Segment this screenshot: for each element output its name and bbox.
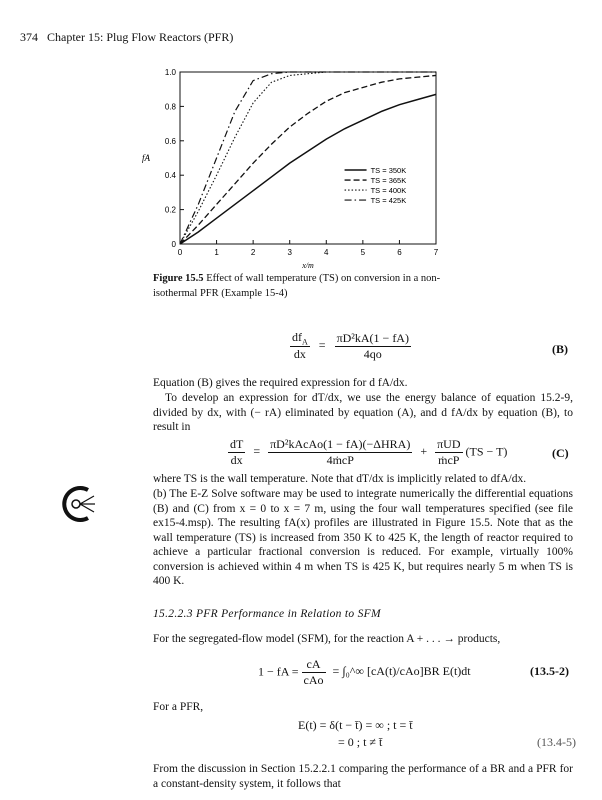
equation-b-label: (B) <box>552 342 568 356</box>
y-tick-label: 0.8 <box>164 102 176 112</box>
caption-text: Effect of wall temperature (TS) on conversion in a non-isothermal PFR (Example 15-4) <box>153 273 441 299</box>
paragraph-7: From the discussion in Section 15.2.2.1 comparing the performance of a BR and a PFR for a constant-density system, it follows that <box>153 763 573 790</box>
equation-c: $\frac{dT}{dx}$ = $\frac{\text{πD²kAcAo(1 − fA)(−ΔHRA)}}{\text{4ṁcP}}$ + $\frac{\text{πUD}}{\text{ṁcP}}$ (TS − T) <box>230 437 508 467</box>
x-tick-label: 0 <box>177 248 183 257</box>
paragraph-6: For a PFR, <box>153 701 204 713</box>
x-tick-label: 7 <box>433 248 439 257</box>
y-tick-label: 0.2 <box>164 205 176 215</box>
running-header <box>20 30 233 45</box>
page-number: 374 <box>20 30 38 44</box>
series-line-dashed <box>180 75 436 244</box>
equation-13-5-2: 1 − fA = $\frac{cA}{\text{cAo}}$ = ∫₀^∞ [cA(t)/cAo]BR E(t)dt <box>258 657 471 687</box>
plot-frame <box>180 72 436 244</box>
series-line-dashdot <box>180 72 436 244</box>
paragraph-5: For the segregated-flow model (SFM), for the reaction A + . . . → products, <box>153 633 501 645</box>
equation-b: $\frac{df_A}{dx}$ = $\frac{\text{πD²kA(1 − fA)}}{4qo}$ <box>292 330 409 362</box>
cd-rom-icon <box>58 482 98 526</box>
legend-entry: TS = 365K <box>370 176 407 186</box>
x-tick-label: 3 <box>287 248 292 257</box>
equation-13-5-2-label: (13.5-2) <box>530 664 569 678</box>
legend-entry: TS = 425K <box>370 196 407 206</box>
figure-caption <box>153 271 453 301</box>
y-tick-label: 0.6 <box>164 136 176 146</box>
equation-pfr-line2: = 0 ; t ≠ t̄ <box>338 735 383 749</box>
x-tick-label: 1 <box>214 248 219 257</box>
y-tick-label: 0 <box>171 240 176 249</box>
paragraph-3: where TS is the wall temperature. Note that dT/dx is implicitly related to dfA/dx. <box>153 473 527 485</box>
section-subheading: 15.2.2.3 PFR Performance in Relation to SFM <box>153 608 381 620</box>
x-tick-label: 2 <box>250 248 256 257</box>
x-axis-label: x/m <box>302 261 314 270</box>
legend-entry: TS = 350K <box>370 166 407 176</box>
paragraph-2: To develop an expression for dT/dx, we use the energy balance of equation 15.2-9, divided by dx, with (− rA) eliminated by equation (A), and d fA/dx by equation (B), to result in <box>153 392 573 433</box>
x-tick-label: 6 <box>397 248 402 257</box>
x-tick-label: 5 <box>360 248 366 257</box>
y-axis-label: fA <box>142 153 150 163</box>
series-line-dotted <box>180 72 436 244</box>
equation-pfr-line1: E(t) = δ(t − t̄) = ∞ ; t = t̄ <box>298 718 413 732</box>
y-tick-label: 0.4 <box>164 171 176 181</box>
legend-entry: TS = 400K <box>370 186 407 196</box>
x-tick-label: 4 <box>324 248 329 257</box>
paragraph-4: (b) The E-Z Solve software may be used to integrate numerically the differential equations (B) and (C) from x = 0 to x = 7 m, using the four wall temperatures specified (see file ex15-4.msp). The resulting fA(x) profiles are illustrated in Figure 15.5. Note that as the wall temperature (TS) is increased from 350 K to 425 K, the length of reactor required to achieve a particular fractional conversion is reduced. For example, virtually 100% conversion is achieved within 4 m when TS is 425 K, but requires nearly 5 m when TS is 400 K. <box>153 488 573 587</box>
caption-label: Figure 15.5 <box>153 273 204 284</box>
running-title: Chapter 15: Plug Flow Reactors (PFR) <box>47 30 234 44</box>
equation-pfr-label: (13.4-5) <box>537 735 576 749</box>
y-tick-label: 1.0 <box>164 68 176 77</box>
paragraph-1: Equation (B) gives the required expression for d fA/dx. <box>153 377 408 389</box>
equation-c-label: (C) <box>552 446 569 460</box>
figure-15-5-chart <box>140 58 460 270</box>
